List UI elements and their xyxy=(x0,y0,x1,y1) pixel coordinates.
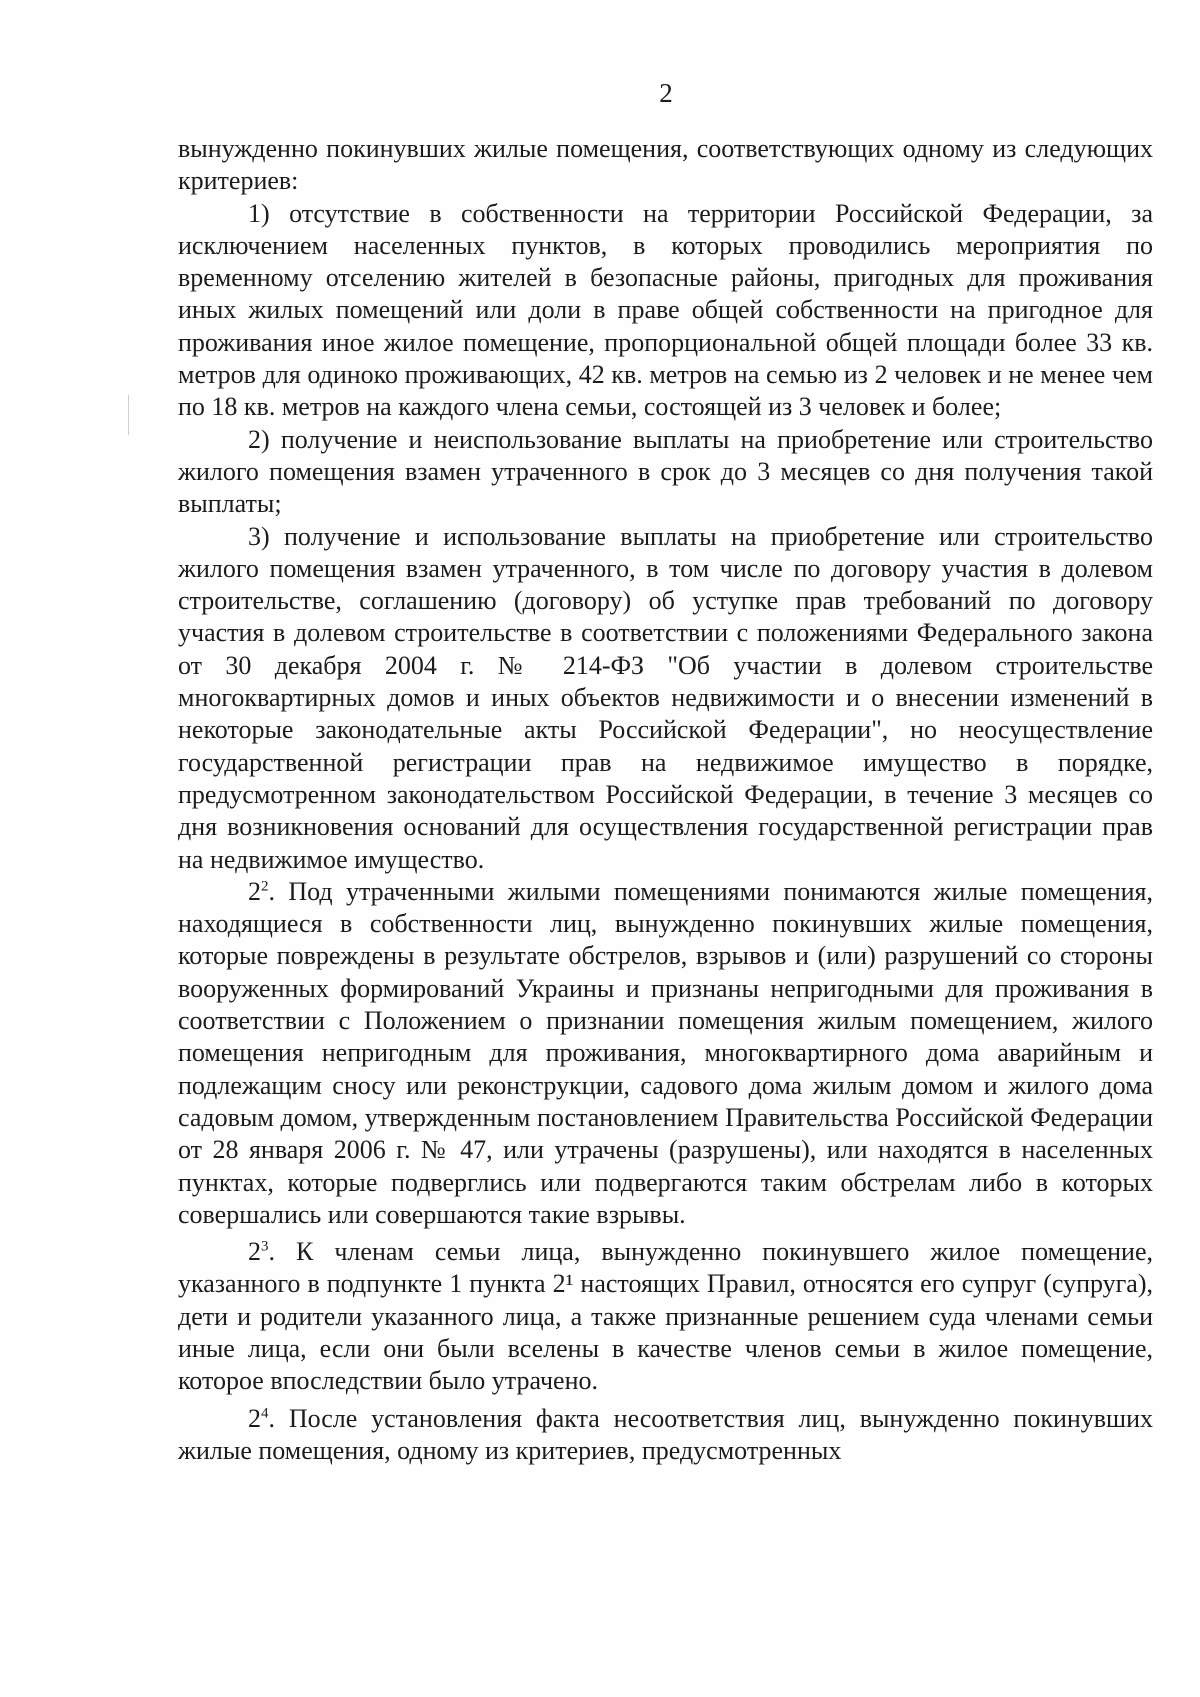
paragraph-clause-2-4 xyxy=(178,1403,1153,1468)
paragraph-criterion-3 xyxy=(178,521,1153,876)
item-marker: 1) xyxy=(248,198,270,228)
item-marker: 3) xyxy=(248,521,270,551)
paragraph-criterion-1 xyxy=(178,198,1153,424)
clause-number: 2 xyxy=(248,1403,261,1433)
clause-superscript: 3 xyxy=(261,1238,269,1255)
paragraph-intro xyxy=(178,133,1153,198)
clause-marker xyxy=(248,1237,269,1266)
clause-superscript: 2 xyxy=(261,878,269,895)
clause-number: 2 xyxy=(248,876,261,906)
paragraph-text: . После установления факта несоответствия лиц, вынужденно покинувших жилые помещения, одному из критериев, предусмотренных xyxy=(178,1403,1153,1465)
scan-artifact xyxy=(128,395,129,435)
paragraph-text: получение и использование выплаты на приобретение или строительство жилого помещения взамен утраченного, в том числе по договору участия в долевом строительстве, соглашению (договору) об уступке прав требований по договору участия в долевом строительстве в соответствии с положениями Федерального закона от 30 декабря 2004 г. № 214-ФЗ "Об участии в долевом строительстве многоквартирных домов и иных объектов недвижимости и о внесении изменений в некоторые законодательные акты Российской Федерации", но неосуществление государственной регистрации прав на недвижимое имущество в порядке, предусмотренном законодательством Российской Федерации, в течение 3 месяцев со дня возникновения оснований для осуществления государственной регистрации прав на недвижимое имущество. xyxy=(178,521,1153,874)
paragraph-clause-2-3 xyxy=(178,1236,1153,1397)
paragraph-text: . Под утраченными жилыми помещениями понимаются жилые помещения, находящиеся в собственности лиц, вынужденно покинувших жилые помещения, которые повреждены в результате обстрелов, взрывов и (или) разрушений со стороны вооруженных формирований Украины и признаны непригодными для проживания в соответствии с Положением о признании помещения жилым помещением, жилого помещения непригодным для проживания, многоквартирного дома аварийным и подлежащим сносу или реконструкции, садового дома жилым домом и жилого дома садовым домом, утвержденным постановлением Правительства Российской Федерации от 28 января 2006 г. № 47, или утрачены (разрушены), или находятся в населенных пунктах, которые подверглись или подвергаются таким обстрелам либо в которых совершались или совершаются такие взрывы. xyxy=(178,876,1153,1229)
paragraph-text: . К членам семьи лица, вынужденно покинувшего жилое помещение, указанного в подпункте 1 пункта 2¹ настоящих Правил, относятся его супруг (супруга), дети и родители указанного лица, а также признанные решением суда членами семьи иные лица, если они были вселены в качестве членов семьи в жилое помещение, которое впоследствии было утрачено. xyxy=(178,1237,1153,1396)
clause-number: 2 xyxy=(248,1237,261,1267)
document-body xyxy=(178,133,1153,1467)
paragraph-text: вынужденно покинувших жилые помещения, соответствующих одному из следующих критериев: xyxy=(178,134,1153,196)
paragraph-text: отсутствие в собственности на территории Российской Федерации, за исключением населенных пунктов, в которых проводились мероприятия по временному отселению жителей в безопасные районы, пригодных для проживания иных жилых помещений или доли в праве общей собственности на пригодное для проживания иное жилое помещение, пропорциональной общей площади более 33 кв. метров для одиноко проживающих, 42 кв. метров на семью из 2 человек и не менее чем по 18 кв. метров на каждого члена семьи, состоящей из 3 человек и более; xyxy=(178,198,1153,422)
item-marker: 2) xyxy=(248,424,270,454)
clause-marker xyxy=(248,1404,269,1433)
paragraph-criterion-2 xyxy=(178,424,1153,521)
paragraph-clause-2-2 xyxy=(178,876,1153,1231)
paragraph-text: получение и неиспользование выплаты на приобретение или строительство жилого помещения взамен утраченного в срок до 3 месяцев со дня получения такой выплаты; xyxy=(178,424,1153,519)
clause-superscript: 4 xyxy=(261,1404,269,1421)
page-number: 2 xyxy=(659,78,673,108)
clause-marker xyxy=(248,877,269,906)
